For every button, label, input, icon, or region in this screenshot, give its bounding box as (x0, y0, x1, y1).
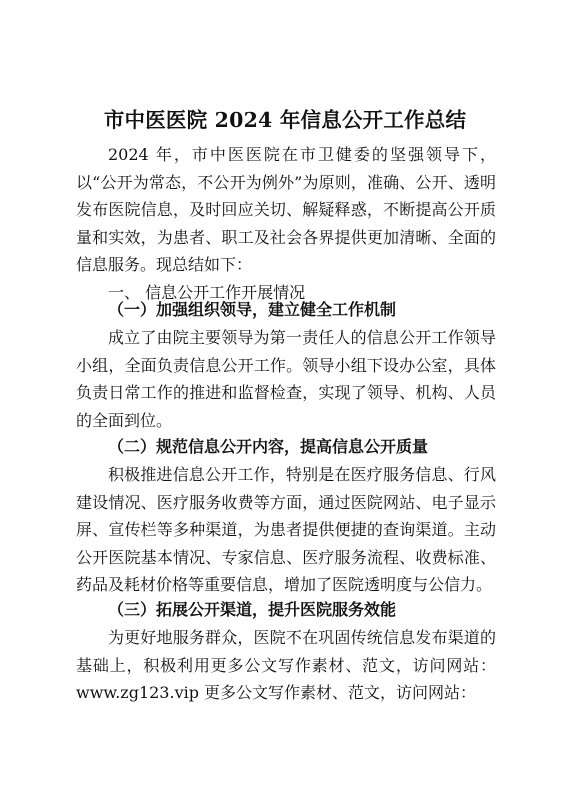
subsection-heading-2: （二）规范信息公开内容，提高信息公开质量 (108, 437, 429, 456)
section-heading-1: 一、 信息公开工作开展情况 (108, 283, 306, 302)
document-title: 市中医医院 2024 年信息公开工作总结 (103, 108, 467, 132)
intro-paragraph: 2024 年，市中医医院在市卫健委的坚强领导下，以“公开为常态，不公开为例外”为原则，准确、公开、透明发布医院信息，及时回应关切、解疑释惑，不断提高公开质量和实效，为患者、职工及社会各界提供更加清晰、全面的信息服务。现总结如下： (76, 145, 496, 275)
subsection-body-2: 积极推进信息公开工作，特别是在医疗服务信息、行风建设情况、医疗服务收费等方面，通过医院网站、电子显示屏、宣传栏等多种渠道，为患者提供便捷的查询渠道。主动公开医院基本情况、专家信息、医疗服务流程、收费标准、药品及耗材价格等重要信息，增加了医院透明度与公信力。 (76, 465, 496, 595)
subsection-body-3: 为更好地服务群众，医院不在巩固传统信息发布渠道的基础上，积极利用更多公文写作素材、范文，访问网站：www.zg123.vip 更多公文写作素材、范文，访问网站： (76, 628, 496, 703)
subsection-heading-3: （三）拓展公开渠道，提升医院服务效能 (108, 600, 397, 619)
subsection-heading-1: （一）加强组织领导，建立健全工作机制 (108, 300, 397, 319)
subsection-body-1: 成立了由院主要领导为第一责任人的信息公开工作领导小组，全面负责信息公开工作。领导小组下设办公室，具体负责日常工作的推进和监督检查，实现了领导、机构、人员的全面到位。 (76, 328, 496, 430)
